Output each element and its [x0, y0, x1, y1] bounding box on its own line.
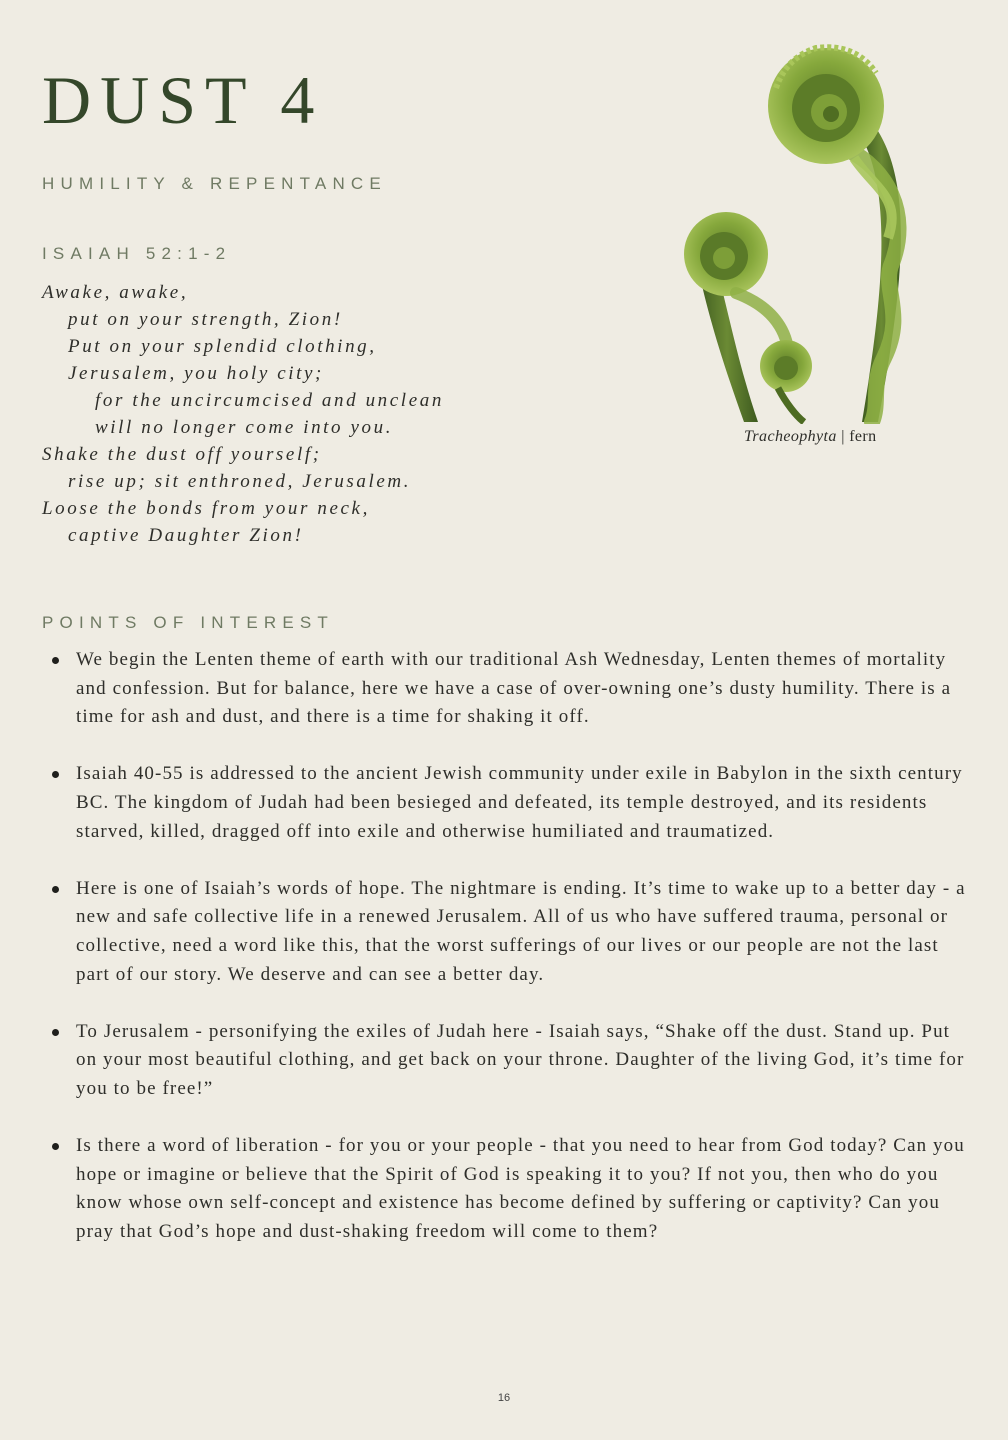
verse-line: Shake the dust off yourself; — [42, 444, 322, 465]
verse-line: will no longer come into you. — [95, 417, 394, 438]
point-text: We begin the Lenten theme of earth with our traditional Ash Wednesday, Lenten themes of mortality and confession. But for balance, here we have a case of over-owning one’s dusty humility. There is a time for ash and dust, and there is a time for shaking it off. — [76, 649, 952, 728]
verse-line: captive Daughter Zion! — [68, 525, 304, 546]
bullet-icon — [52, 886, 59, 893]
caption-species: Tracheophyta — [744, 428, 837, 445]
bullet-icon — [52, 771, 59, 778]
bullet-icon — [52, 1029, 59, 1036]
caption-common-name: | fern — [836, 428, 877, 445]
image-caption — [744, 428, 877, 446]
verse-line: rise up; sit enthroned, Jerusalem. — [68, 471, 412, 492]
list-item — [42, 1018, 967, 1104]
page-title: DUST 4 — [42, 62, 324, 138]
point-text: To Jerusalem - personifying the exiles of Judah here - Isaiah says, “Shake off the dust. Stand up. Put on your most beautiful clothing, and get back on your throne. Daughter of the living God, it’s time for you to be free!” — [76, 1020, 965, 1099]
verse-line: Loose the bonds from your neck, — [42, 498, 370, 519]
verse-line: Jerusalem, you holy city; — [68, 363, 324, 384]
list-item — [42, 646, 967, 732]
page-number: 16 — [497, 1392, 511, 1404]
points-list — [42, 646, 967, 1275]
scripture-verse — [42, 279, 444, 549]
point-text: Here is one of Isaiah’s words of hope. The nightmare is ending. It’s time to wake up to a better day - a new and safe collective life in a renewed Jerusalem. All of us who have suffered trauma, personal or collective, need a word like this, that the worst sufferings of our lives or our people are not the last part of our story. We deserve and can see a better day. — [76, 877, 966, 985]
verse-line: put on your strength, Zion! — [68, 309, 343, 330]
point-text: Is there a word of liberation - for you or your people - that you need to hear from God today? Can you hope or imagine or believe that the Spirit of God is speaking it to you? If not you, then who do you know whose own self-concept and existence has become defined by suffering or captivity? Can you pray that God’s hope and dust-shaking freedom will come to them? — [76, 1135, 965, 1242]
bullet-icon — [52, 657, 59, 664]
bullet-icon — [52, 1143, 59, 1150]
point-text: Isaiah 40-55 is addressed to the ancient Jewish community under exile in Babylon in the sixth century BC. The kingdom of Judah had been besieged and defeated, its temple destroyed, and its residents starved, killed, dragged off into exile and otherwise humiliated and traumatized. — [76, 763, 963, 842]
list-item — [42, 1132, 967, 1246]
page-subtitle: HUMILITY & REPENTANCE — [42, 174, 387, 193]
verse-line: Awake, awake, — [42, 282, 189, 303]
verse-line: Put on your splendid clothing, — [68, 336, 377, 357]
fern-image — [666, 38, 928, 424]
fern-icon — [666, 38, 928, 424]
scripture-reference: ISAIAH 52:1-2 — [42, 244, 232, 263]
section-heading-points: POINTS OF INTEREST — [42, 613, 335, 632]
list-item — [42, 760, 967, 846]
list-item — [42, 875, 967, 989]
verse-line: for the uncircumcised and unclean — [95, 390, 444, 411]
